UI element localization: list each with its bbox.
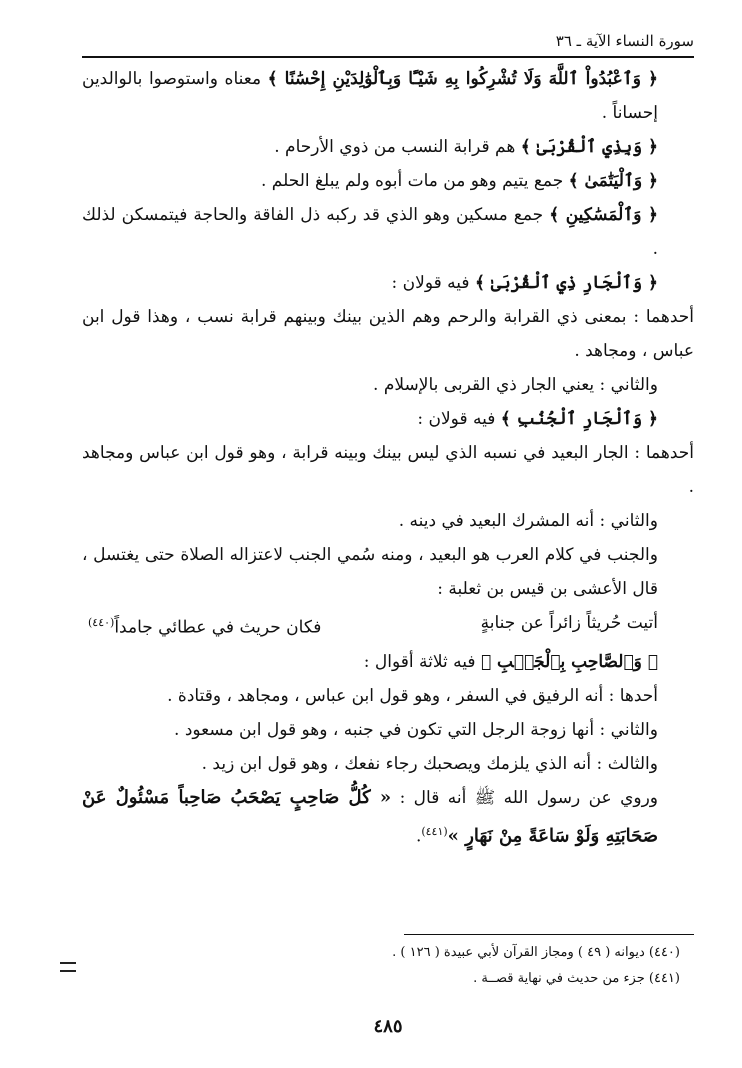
commentary-text: فيه قولان :	[417, 409, 501, 429]
paragraph-13: أحدها : أنه الرفيق في السفر ، وهو قول ابن عباس ، ومجاهد ، وقتادة .	[167, 685, 658, 706]
quran-verse: ﴿ وَٱلصَّاحِبِ بِٱلْجَنۢبِ ﴾	[480, 651, 658, 672]
narration-intro: وروي عن رسول الله ﷺ أنه قال :	[391, 787, 658, 808]
paragraph-8	[82, 402, 694, 436]
footnote-440: (٤٤٠) ديوانه ( ٤٩ ) ومجاز القرآن لأبي عبيدة ( ١٢٦ ) .	[392, 945, 680, 960]
commentary-text: معناه واستوصوا بالوالدين إحساناً .	[82, 69, 658, 123]
footnote-ref: (٤٤١)	[421, 824, 448, 838]
paragraph-1	[82, 62, 694, 130]
quran-verse: ﴿ وَٱلْجَارِ ذِي ٱلْقُرْبَىٰ ﴾	[474, 273, 658, 293]
paragraph-9: أحدهما : الجار البعيد في نسبه الذي ليس بينك وبينه قرابة ، وهو قول ابن عباس ومجاهد .	[82, 443, 694, 497]
paragraph-2	[82, 130, 694, 164]
margin-mark	[60, 962, 76, 972]
quran-verse: ﴿ وَٱلْجَارِ ٱلْجُنُبِ ﴾	[500, 409, 658, 429]
paragraph-15: والثالث : أنه الذي يلزمك ويصحبك رجاء نفعك ، وهو قول ابن زيد .	[201, 753, 658, 774]
paragraph-4	[82, 198, 694, 266]
running-header	[82, 30, 694, 58]
footnote-divider	[404, 934, 694, 935]
poetry-verse	[82, 606, 694, 645]
page-body	[82, 62, 694, 853]
paragraph-16: وروي عن رسول الله ﷺ أنه قال : « كُلُّ صَاحِبٍ يَصْحَبُ صَاحِباً مَسْئُولٌ عَنْ صَحَابَتِهِ وَلَوْ سَاعَةً مِنْ نَهَارٍ »$^{(٤٤١)}$.	[82, 786, 658, 847]
page-number: ٤٨٥	[373, 1016, 403, 1037]
paragraph-12	[82, 645, 694, 679]
commentary-text: جمع يتيم وهو من مات أبوه ولم يبلغ الحلم .	[260, 171, 569, 191]
paragraph-14: والثاني : أنها زوجة الرجل التي تكون في جنبه ، وهو قول ابن مسعود .	[174, 719, 658, 740]
quran-verse: ﴿ وَٱلْيَتَٰمَىٰ ﴾	[568, 171, 658, 191]
paragraph-6: أحدهما : بمعنى ذي القرابة والرحم وهم الذين بينك وبينهم قرابة نسب ، وهذا قول ابن عباس ، ومجاهد .	[82, 307, 694, 361]
quran-verse: ﴿ وَٱلْمَسَٰكِينِ ﴾	[549, 205, 659, 225]
paragraph-3	[82, 164, 694, 198]
paragraph-5	[82, 266, 694, 300]
commentary-text: جمع مسكين وهو الذي قد ركبه ذل الفاقة والحاجة فيتمسكن لذلك .	[82, 205, 658, 259]
commentary-text: هم قرابة النسب من ذوي الأرحام .	[274, 137, 521, 157]
header-title: سورة النساء الآية ـ ٣٦	[555, 32, 694, 50]
commentary-text: فيه ثلاثة أقوال :	[363, 651, 481, 672]
commentary-text: فيه قولان :	[391, 273, 475, 293]
poem-first-hemistich: أتيت حُريثاً زائراً عن جنابةٍ	[480, 613, 658, 633]
quran-verse: ﴿ وَبِذِي ٱلْقُرْبَىٰ ﴾	[520, 137, 658, 157]
footnote-ref: (٤٤٠)	[88, 616, 115, 629]
hadith-text: « كُلُّ صَاحِبٍ يَصْحَبُ صَاحِباً مَسْئُولٌ عَنْ صَحَابَتِهِ وَلَوْ سَاعَةً مِنْ نَهَارٍ »	[82, 786, 658, 847]
paragraph-7: والثاني : يعني الجار ذي القربى بالإسلام .	[373, 375, 658, 395]
footnotes	[82, 940, 694, 992]
poem-second-hemistich: فكان حريث في عطائي جامداً$^{(٤٤٠)}$	[88, 616, 322, 638]
paragraph-11: والجنب في كلام العرب هو البعيد ، ومنه سُمي الجنب لاعتزاله الصلاة حتى يغتسل ، قال الأعشى بن قيس بن ثعلبة :	[82, 545, 658, 599]
book-page	[82, 0, 694, 1068]
paragraph-10: والثاني : أنه المشرك البعيد في دينه .	[398, 511, 658, 531]
quran-verse: ﴿ وَٱعْبُدُواْ ٱللَّهَ وَلَا تُشْرِكُوا بِهِ شَيْـًٔا وَبِٱلْوَٰلِدَيْنِ إِحْسَٰنًا ﴾	[267, 69, 658, 89]
footnote-441: (٤٤١) جزء من حديث في نهاية قصــة .	[473, 971, 680, 986]
